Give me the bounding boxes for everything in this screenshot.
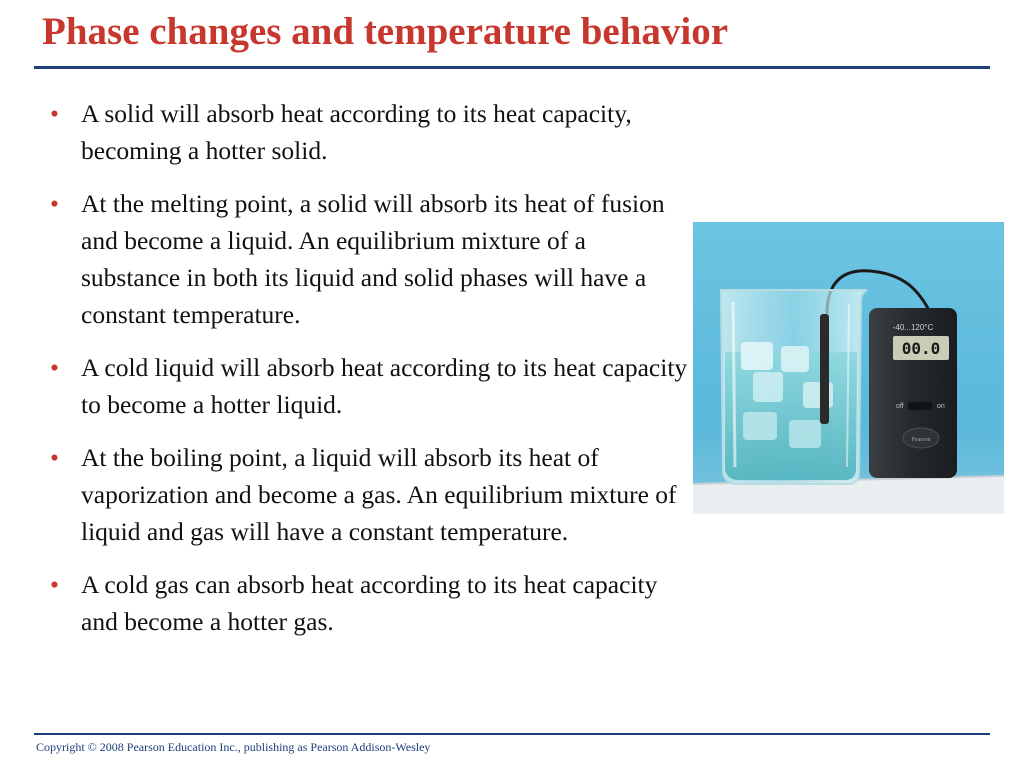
brand-label: Pearson (911, 437, 931, 443)
bullet-item (50, 95, 690, 169)
bullet-text: At the melting point, a solid will absorb its heat of fusion and become a liquid. An equilibrium mixture of a substance in both its liquid and solid phases will have a constant temperature. (81, 189, 665, 329)
switch-on-label: on (937, 403, 945, 410)
title-divider (34, 66, 990, 69)
thermometer-range-label: -40...120°C (892, 323, 934, 332)
copyright-footer: Copyright © 2008 Pearson Education Inc., publishing as Pearson Addison-Wesley (36, 740, 431, 754)
photo-illustration (693, 222, 1004, 514)
bullet-marker: • (50, 189, 59, 218)
bullet-item (50, 439, 690, 550)
beaker-thermometer-photo (693, 222, 1004, 514)
bullet-text: At the boiling point, a liquid will absorb its heat of vaporization and become a gas. An equilibrium mixture of liquid and gas will have a constant temperature. (81, 443, 677, 546)
bullet-marker: • (50, 99, 59, 128)
bullet-item (50, 185, 690, 333)
digital-thermometer (869, 308, 957, 478)
bullet-item (50, 349, 690, 423)
footer-divider (34, 733, 990, 735)
bullet-text: A cold gas can absorb heat according to its heat capacity and become a hotter gas. (81, 570, 658, 636)
thermometer-reading: 00.0 (901, 339, 941, 358)
bullet-text: A cold liquid will absorb heat according to its heat capacity to become a hotter liquid. (81, 353, 688, 419)
switch-off-label: off (896, 403, 904, 410)
beaker (721, 290, 867, 484)
bullet-marker: • (50, 353, 59, 382)
bullet-marker: • (50, 443, 59, 472)
slide-title: Phase changes and temperature behavior (42, 10, 729, 53)
bullet-text: A solid will absorb heat according to its heat capacity, becoming a hotter solid. (81, 99, 632, 165)
bullet-list (50, 95, 690, 656)
bullet-item (50, 566, 690, 640)
bullet-marker: • (50, 570, 59, 599)
